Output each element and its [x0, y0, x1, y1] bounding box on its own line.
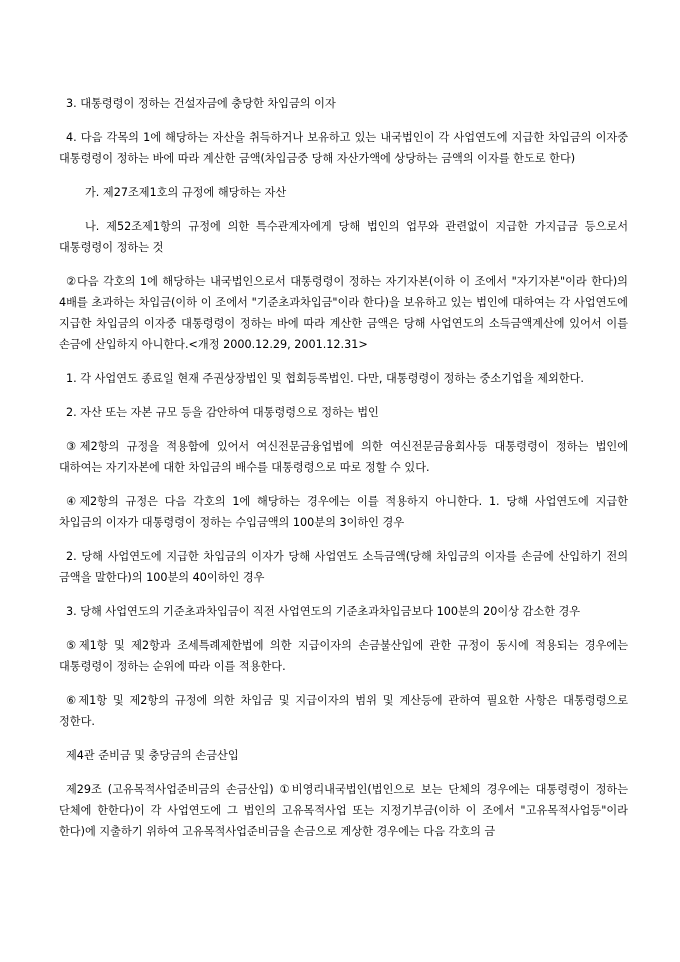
paragraph-clause-6: ⑥제1항 및 제2항의 규정에 의한 차입금 및 지급이자의 범위 및 계산등에 관하여 필요한 사항은 대통령령으로 정한다. — [59, 694, 628, 728]
paragraph-clause-2-item-1: 1. 각 사업연도 종료일 현재 주권상장법인 및 협회등록법인. 다만, 대통령령이 정하는 중소기업을 제외한다. — [66, 372, 584, 385]
paragraph-item-4-asset-interest: 4. 다음 각목의 1에 해당하는 자산을 취득하거나 보유하고 있는 내국법인이 각 사업연도에 지급한 차입금의 이자중 대통령령이 정하는 바에 따라 계산한 금액(차입금중 당해 자산가액에 상당하는 금액의 이자를 한도로 한다) — [59, 131, 628, 165]
paragraph-clause-4: ④제2항의 규정은 다음 각호의 1에 해당하는 경우에는 이를 적용하지 아니한다. 1. 당해 사업연도에 지급한 차입금의 이자가 대통령령이 정하는 수입금액의 100분의 3이하인 경우 — [59, 495, 628, 529]
paragraph-subitem-ga: 가. 제27조제1호의 규정에 해당하는 자산 — [85, 186, 287, 199]
paragraph-clause-2: ②다음 각호의 1에 해당하는 내국법인으로서 대통령령이 정하는 자기자본(이하 이 조에서 "자기자본"이라 한다)의 4배를 초과하는 차입금(이하 이 조에서 "기준초과차입금"이라 한다)을 보유하고 있는 법인에 대하여는 각 사업연도에 지급한 차입금의 이자중 대통령령이 정하는 바에 따라 계산한 금액은 당해 사업연도의 소득금액계산에 있어서 이를 손금에 산입하지 아니한다.<개정 2000.12.29, 2001.12.31> — [59, 275, 628, 351]
paragraph-clause-4-item-2: 2. 당해 사업연도에 지급한 차입금의 이자가 당해 사업연도 소득금액(당해 차입금의 이자를 손금에 산입하기 전의 금액을 말한다)의 100분의 40이하인 경우 — [59, 550, 628, 584]
paragraph-item-3-construction-interest: 3. 대통령령이 정하는 건설자금에 충당한 차입금의 이자 — [66, 97, 336, 110]
paragraph-subitem-na: 나. 제52조제1항의 규정에 의한 특수관계자에게 당해 법인의 업무와 관련없이 지급한 가지급금 등으로서 대통령령이 정하는 것 — [59, 220, 628, 254]
paragraph-clause-3: ③제2항의 규정을 적용함에 있어서 여신전문금융업법에 의한 여신전문금융회사등 대통령령이 정하는 법인에 대하여는 자기자본에 대한 차입금의 배수를 대통령령으로 따로 정할 수 있다. — [59, 440, 628, 474]
section-heading-4: 제4관 준비금 및 충당금의 손금산입 — [66, 749, 239, 762]
paragraph-clause-4-item-3: 3. 당해 사업연도의 기준초과차입금이 직전 사업연도의 기준초과차입금보다 100분의 20이상 감소한 경우 — [66, 605, 581, 618]
article-29: 제29조 (고유목적사업준비금의 손금산입) ①비영리내국법인(법인으로 보는 단체의 경우에는 대통령령이 정하는 단체에 한한다)이 각 사업연도에 그 법인의 고유목적사업 또는 지정기부금(이하 이 조에서 "고유목적사업등"이라 한다)에 지출하기 위하여 고유목적사업준비금을 손금으로 계상한 경우에는 다음 각호의 금 — [59, 783, 628, 838]
paragraph-clause-5: ⑤제1항 및 제2항과 조세특례제한법에 의한 지급이자의 손금불산입에 관한 규정이 동시에 적용되는 경우에는 대통령령이 정하는 순위에 따라 이를 적용한다. — [59, 639, 628, 673]
paragraph-clause-2-item-2: 2. 자산 또는 자본 규모 등을 감안하여 대통령령으로 정하는 법인 — [66, 406, 379, 419]
